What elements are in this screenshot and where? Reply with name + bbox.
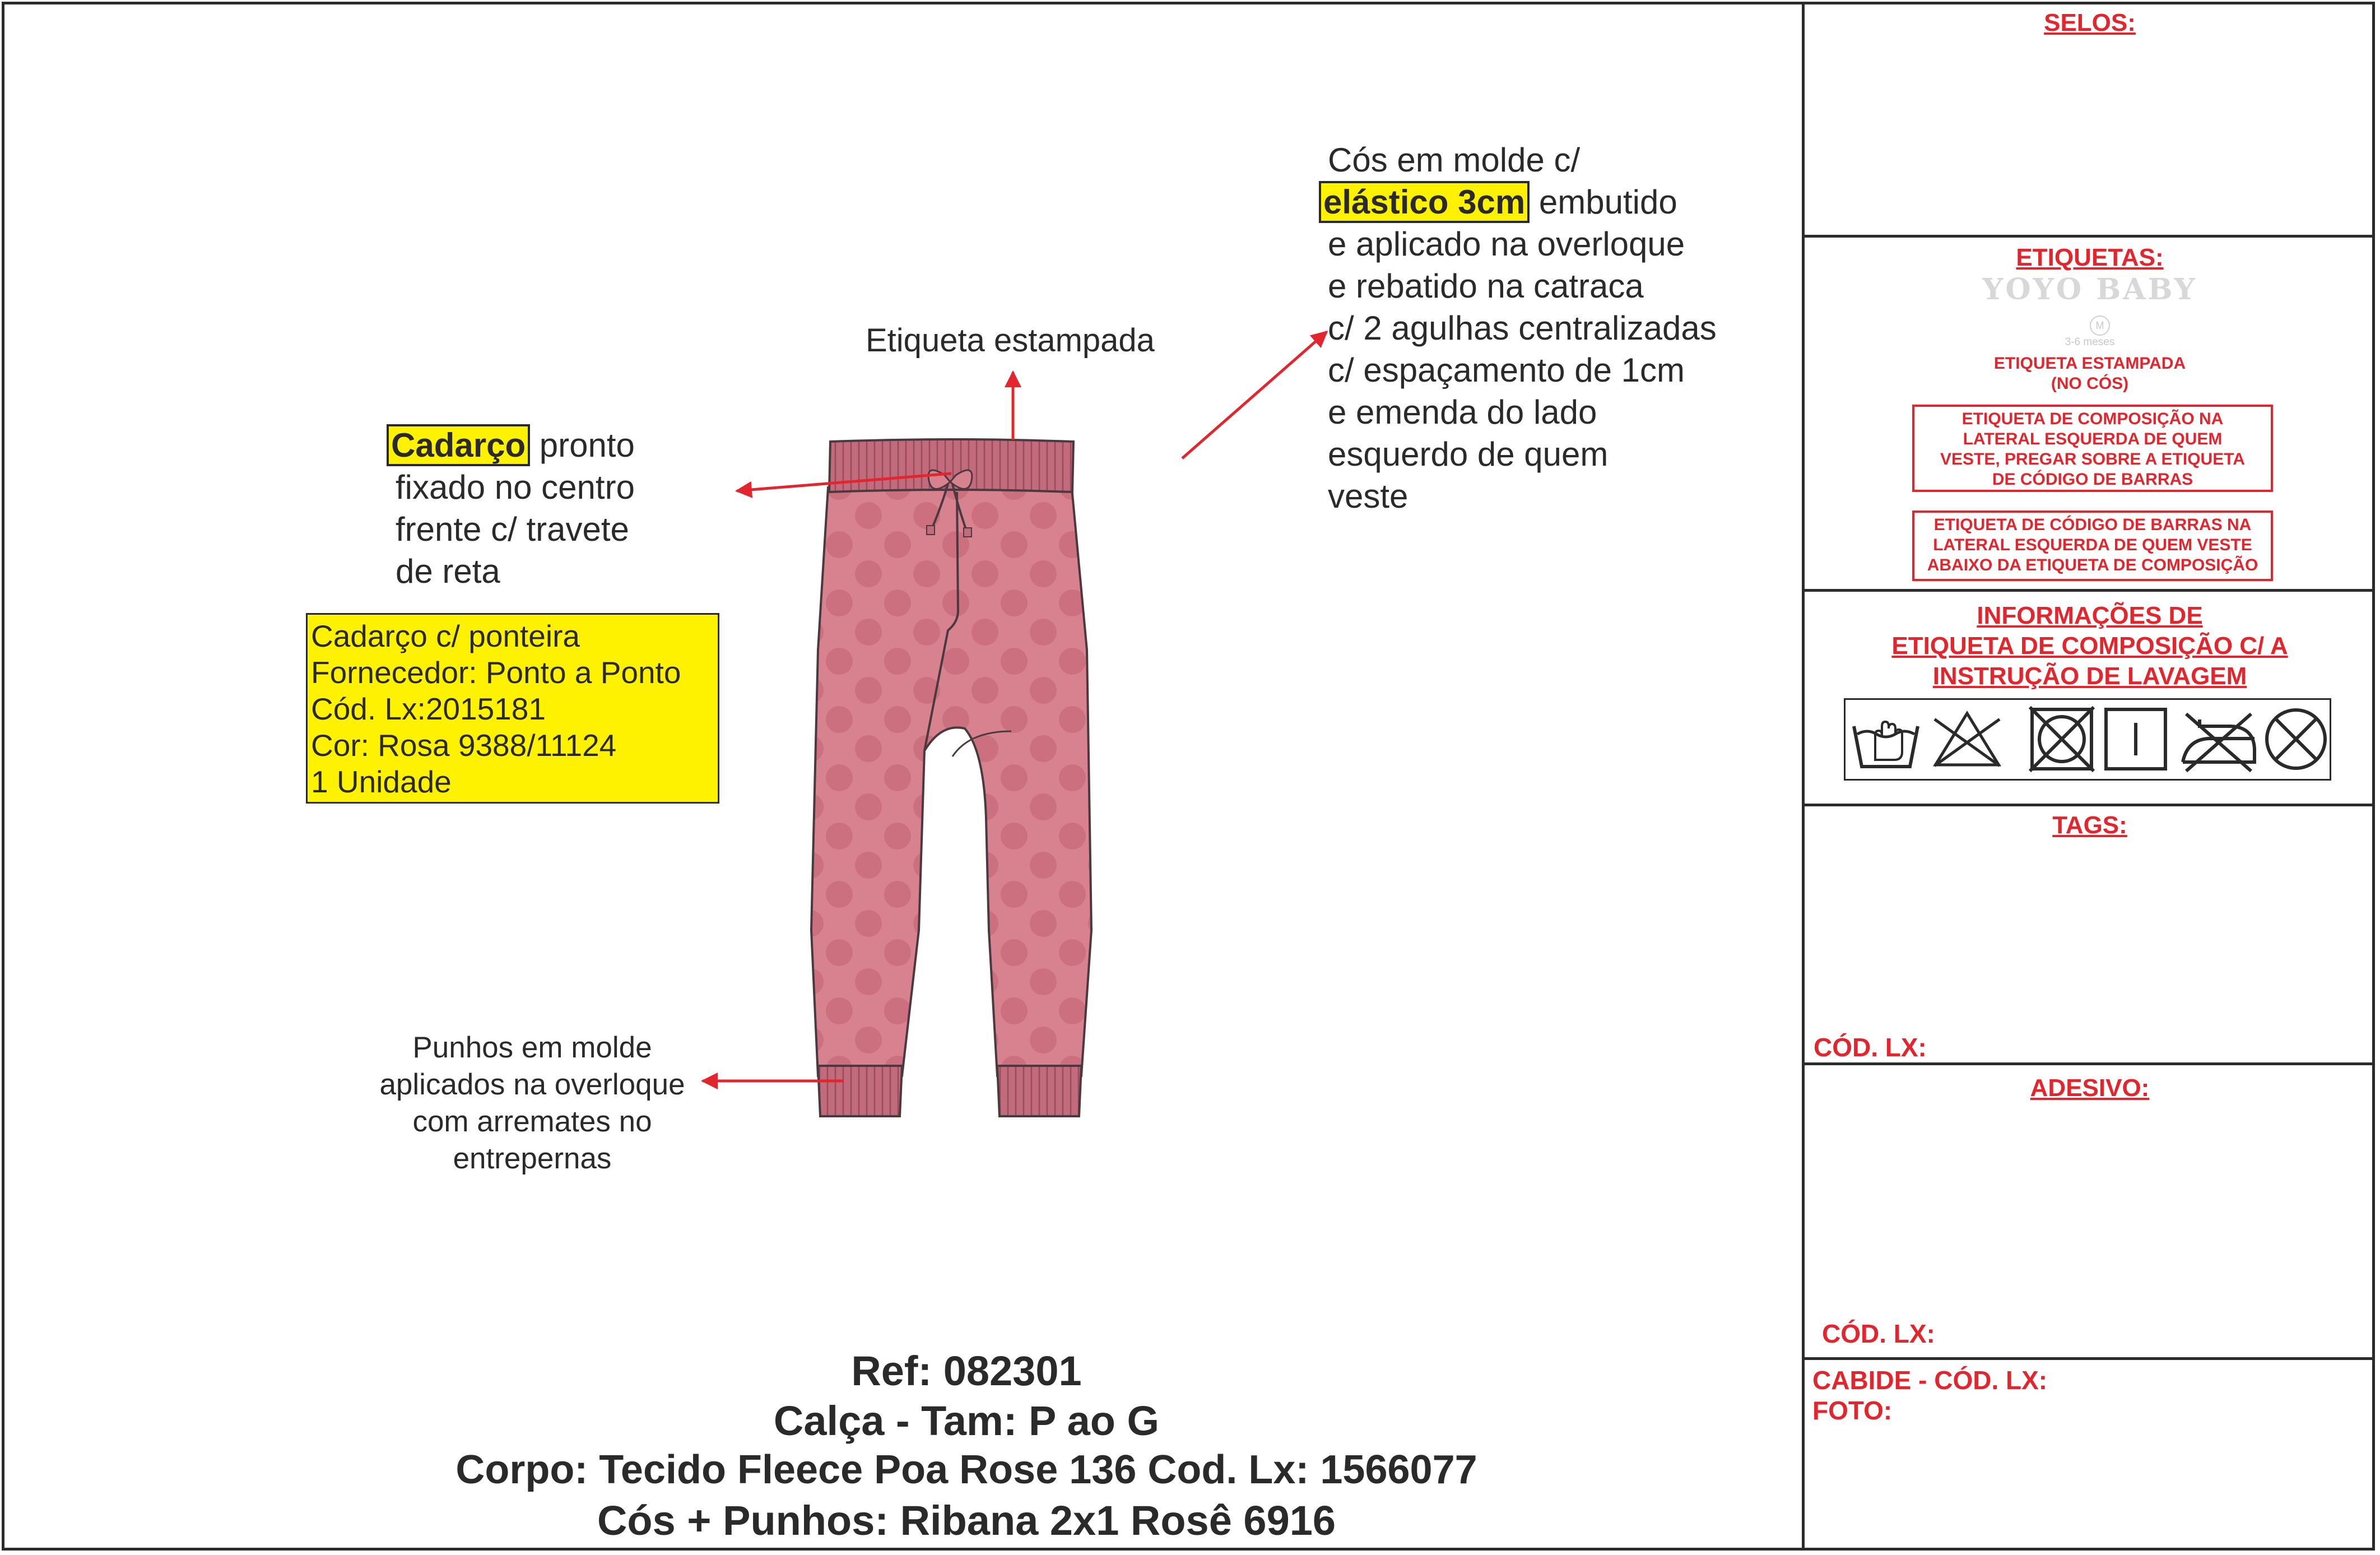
supplier-line: Cadarço c/ ponteira (311, 619, 580, 653)
selos-heading: SELOS: (2044, 9, 2136, 36)
box-line: VESTE, PREGAR SOBRE A ETIQUETA (1940, 450, 2245, 468)
note-line: Cós em molde c/ (1328, 141, 1581, 179)
note-line: Punhos em molde (412, 1031, 652, 1064)
adesivo-cod-lx: CÓD. LX: (1822, 1319, 1935, 1348)
cos-note (1323, 139, 1717, 517)
note-line: frente c/ travete (396, 510, 629, 548)
foto-label: FOTO: (1812, 1396, 1893, 1425)
supplier-line: Fornecedor: Ponto a Ponto (311, 655, 681, 690)
no-bleach-icon (1931, 704, 2004, 774)
sidebar-divider (1802, 804, 2375, 806)
heading-line: INSTRUÇÃO DE LAVAGEM (1932, 662, 2247, 690)
sidebar-divider (1802, 235, 2375, 238)
cos-after: embutido (1538, 183, 1677, 221)
supplier-line: 1 Unidade (311, 764, 452, 799)
tags-heading: TAGS: (2052, 811, 2127, 839)
note-line: e rebatido na catraca (1328, 267, 1644, 305)
cos-arrow (1182, 332, 1327, 458)
product-name: Calça - Tam: P ao G (773, 1398, 1160, 1444)
cadarco-note (387, 424, 635, 592)
cadarco-arrow (737, 474, 951, 491)
supplier-line: Cód. Lx:2015181 (311, 691, 546, 726)
supplier-info-box (306, 613, 719, 804)
note-line: e emenda do lado (1328, 393, 1597, 431)
punhos-note (347, 1029, 717, 1177)
cadarco-rest: pronto (539, 426, 635, 464)
brand-label-preview: YOYO BABY (1982, 272, 2197, 307)
cabide-cod-lx: CABIDE - CÓD. LX: (1812, 1366, 2048, 1395)
box-line: DE CÓDIGO DE BARRAS (1992, 470, 2193, 489)
label-age: 3-6 meses (2065, 336, 2115, 348)
no-iron-icon (2177, 704, 2261, 774)
sidebar-divider (1802, 589, 2375, 592)
note-line: entrepernas (453, 1142, 612, 1175)
note-line: veste (1328, 477, 1409, 515)
box-line: ABAIXO DA ETIQUETA DE COMPOSIÇÃO (1927, 556, 2258, 574)
cadarco-highlight: Cadarço (387, 424, 530, 466)
cos-highlight: elástico 3cm (1319, 181, 1530, 223)
hand-wash-icon (1849, 704, 1922, 774)
caption-line: ETIQUETA ESTAMPADA (1993, 354, 2186, 373)
box-line: ETIQUETA DE CÓDIGO DE BARRAS NA (1933, 516, 2252, 534)
care-info-heading (1805, 601, 2375, 691)
heading-line: ETIQUETA DE COMPOSIÇÃO C/ A (1891, 632, 2288, 660)
box-line: LATERAL ESQUERDA DE QUEM VESTE (1933, 536, 2252, 554)
product-ref: Ref: 082301 (851, 1348, 1082, 1394)
caption-line: (NO CÓS) (2051, 374, 2129, 393)
cos-highlight-line (1323, 181, 1717, 223)
line-dry-icon (2099, 704, 2172, 774)
product-cos-punhos: Cós + Punhos: Ribana 2x1 Rosê 6916 (597, 1497, 1336, 1544)
note-line: e aplicado na overloque (1328, 225, 1685, 263)
supplier-line: Cor: Rosa 9388/11124 (311, 728, 617, 763)
no-tumble-dry-icon (2025, 704, 2098, 774)
no-dry-clean-icon (2262, 704, 2330, 774)
box-line: LATERAL ESQUERDA DE QUEM (1963, 430, 2223, 448)
note-line: c/ espaçamento de 1cm (1328, 351, 1685, 389)
note-line: esquerdo de quem (1328, 435, 1609, 473)
size-badge: M (2090, 315, 2110, 336)
note-line: com arremates no (412, 1105, 652, 1138)
etiqueta-estampada-caption (1805, 354, 2375, 394)
tags-cod-lx: CÓD. LX: (1814, 1033, 1927, 1062)
heading-line: INFORMAÇÕES DE (1977, 602, 2203, 629)
adesivo-heading: ADESIVO: (2030, 1074, 2150, 1102)
barcode-label-box (1912, 510, 2273, 581)
composition-label-box (1912, 405, 2273, 492)
note-line: aplicados na overloque (379, 1068, 685, 1101)
etiqueta-estampada-note: Etiqueta estampada (866, 322, 1155, 359)
sidebar-divider (1802, 1062, 2375, 1065)
product-corpo: Corpo: Tecido Fleece Poa Rose 136 Cod. Lx: 1566077 (455, 1447, 1477, 1492)
etiquetas-heading: ETIQUETAS: (2016, 244, 2164, 271)
box-line: ETIQUETA DE COMPOSIÇÃO NA (1961, 410, 2224, 428)
note-line: de reta (396, 553, 500, 590)
note-line: c/ 2 agulhas centralizadas (1328, 309, 1717, 347)
note-line: fixado no centro (396, 468, 635, 506)
cadarco-first-line (387, 424, 635, 466)
